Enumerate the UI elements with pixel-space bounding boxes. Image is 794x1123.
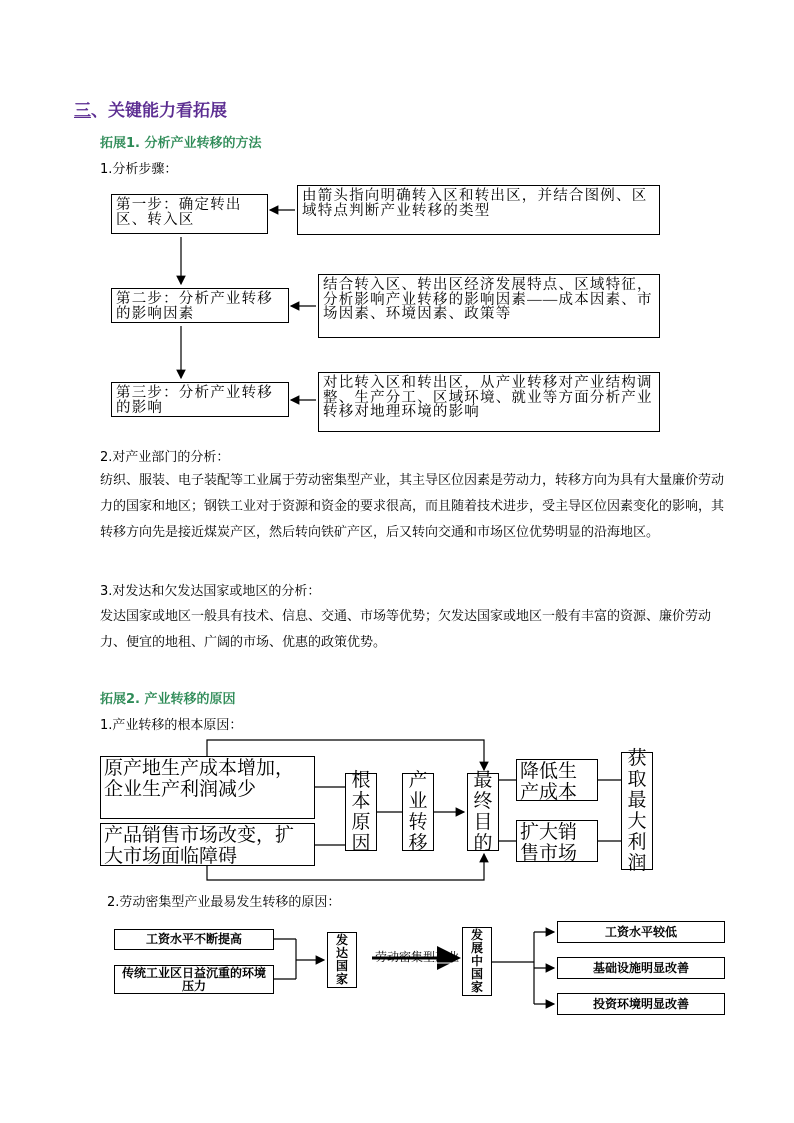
max-profit-box [621,748,653,874]
ext1-step2-label: 2.对产业部门的分析： [100,450,230,465]
ext1-title: 拓展1. 分析产业转移的方法 [100,136,262,151]
low-wage-box: 工资水平较低 [557,921,725,943]
transfer-label: 产业转移 [408,770,428,854]
ext1-step3-label: 3.对发达和欠发达国家或地区的分析： [100,584,321,599]
root-cause-label: 根本原因 [351,770,371,854]
root-cause-box [345,770,377,854]
labor-intensive-label: 劳动密集型产业 [374,949,459,964]
ext1-step3-text: 发达国家或地区一般具有技术、信息、交通、市场等优势；欠发达国家或地区一般有丰富的资源、廉价劳动力、便宜的地租、广阔的市场、优惠的政策优势。 [100,609,712,650]
cause-market-box: 产品销售市场改变，扩大市场面临障碍 [100,823,315,866]
final-goal-box [467,770,499,854]
transfer-box [402,770,434,854]
developing-country-label: 发展中国家 [470,928,483,994]
section-title: 、关键能力看拓展 [91,101,227,121]
ext2-title: 拓展2. 产业转移的原因 [100,692,236,707]
investment-env-box: 投资环境明显改善 [557,993,725,1015]
developed-country-label: 发达国家 [335,933,348,986]
developing-country-box [462,927,492,996]
cause-cost-box: 原产地生产成本增加，企业生产利润减少 [100,756,315,819]
final-goal-label: 最终目的 [473,770,493,854]
flow-step2-detail: 结合转入区、转出区经济发展特点、区域特征，分析影响产业转移的影响因素——成本因素、市场因素、环境因素、政策等 [318,274,660,338]
ext2-step1-label: 1.产业转移的根本原因： [100,718,243,733]
flow-step2-box: 第二步：分析产业转移的影响因素 [111,288,289,323]
section-number: 三 [74,101,91,121]
flow-step1-box: 第一步：确定转出区、转入区 [111,194,268,234]
ext2-step2-label: 2.劳动密集型产业最易发生转移的原因： [107,895,341,910]
flow-step3-detail: 对比转入区和转出区，从产业转移对产业结构调整、生产分工、区域环境、就业等方面分析产业转移对地理环境的影响 [318,372,660,432]
effect-market-box: 扩大销售市场 [516,820,598,862]
flow-step3-box: 第三步：分析产业转移的影响 [111,382,289,417]
max-profit-label: 获取最大利润 [627,748,647,874]
flow-step1-detail: 由箭头指向明确转入区和转出区，并结合图例、区域特点判断产业转移的类型 [297,185,660,235]
section-heading [74,96,227,121]
ext1-step2-text: 纺织、服装、电子装配等工业属于劳动密集型产业，其主导区位因素是劳动力，转移方向为具有大量廉价劳动力的国家和地区；钢铁工业对于资源和资金的要求很高，而且随着技术进步，受主导区位因素变化的影响，其转移方向先是接近煤炭产区，然后转向铁矿产区，后又转向交通和市场区位优势明显的沿海地区。 [100,473,725,540]
wage-rising-box: 工资水平不断提高 [114,929,274,950]
infrastructure-box: 基础设施明显改善 [557,957,725,979]
environment-pressure-box: 传统工业区日益沉重的环境压力 [114,965,274,994]
developed-country-box [327,932,357,988]
ext1-step1-label: 1.分析步骤： [100,162,178,177]
effect-cost-box: 降低生产成本 [516,759,598,801]
